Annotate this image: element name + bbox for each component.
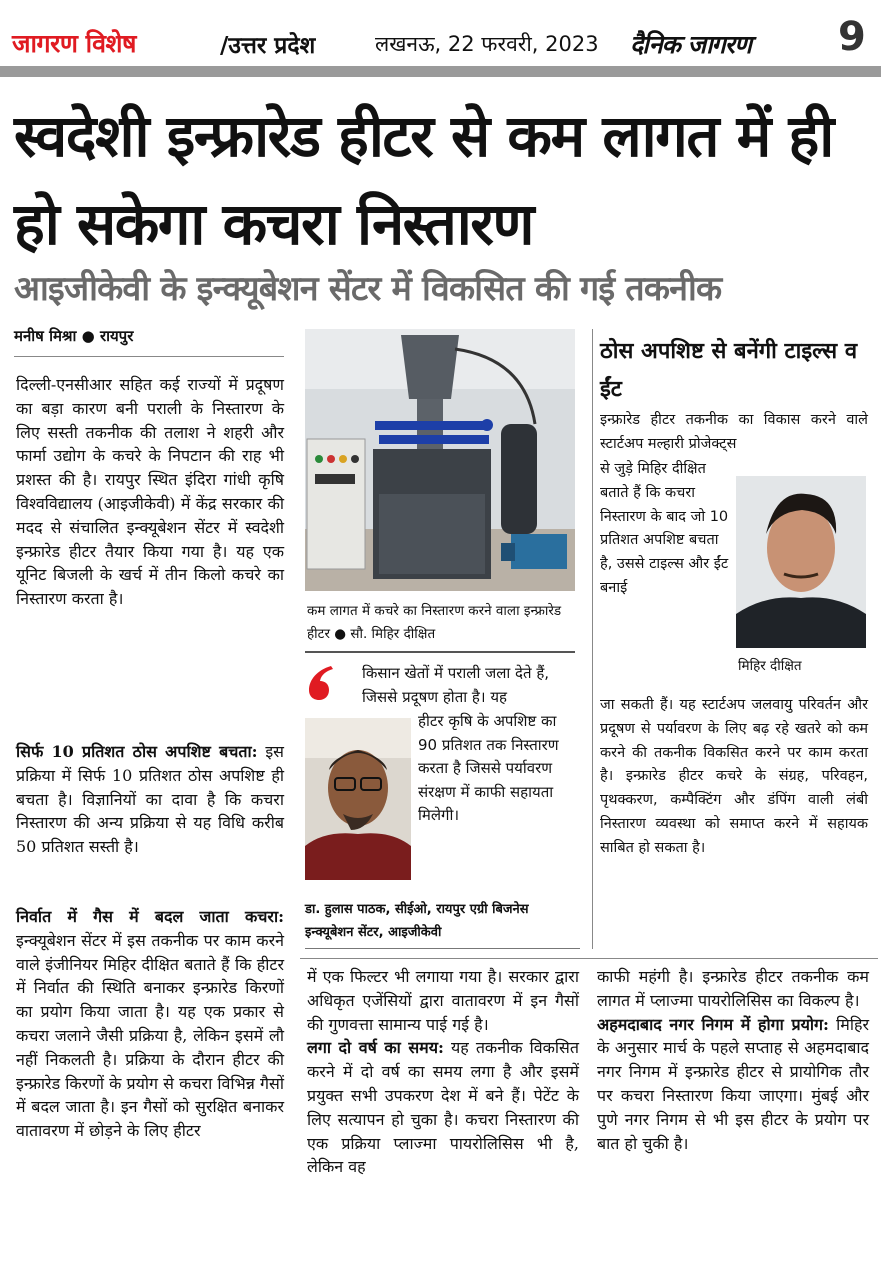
headline: स्वदेशी इन्फ्रारेड हीटर से कम लागत में ही हो सकेगा कचरा निस्तारण (14, 102, 833, 258)
article-column-1-intro (16, 373, 284, 611)
paragraph: इन्क्यूबेशन सेंटर में इस तकनीक पर काम करने वाले इंजीनियर मिहिर दीक्षित बताते हैं कि हीटर में निर्वात की स्थिति बनाकर इन्फ्रारेड किरणों का प्रयोग किया जाता है। यह एक प्रकार से कचरा जलाने जैसी प्रक्रिया है, लेकिन इसमें लौ नहीं निकलती है। प्रक्रिया के दौरान हीटर की इन्फ्रारेड किरणों के प्रयोग से कचरा विभिन्न गैसों में बदल जाता है। इन गैसों को सुरक्षित बनाकर वातावरण में छोड़ने के लिए हीटर (16, 930, 284, 1141)
heater-photo (305, 329, 575, 591)
crosshead: अहमदाबाद नगर निगम में होगा प्रयोग: (597, 1014, 829, 1034)
quote-icon (305, 662, 339, 702)
caption-rule (305, 651, 575, 653)
state-label: /उत्तर प्रदेश (220, 33, 316, 59)
box-rule (305, 948, 580, 949)
photo-caption: कम लागत में कचरे का निस्तारण करने वाला इन्फ्रारेड हीटर ● सौ. मिहिर दीक्षित (307, 603, 562, 642)
column-divider (592, 329, 593, 949)
newspaper-name: दैनिक जागरण (630, 30, 751, 59)
person-icon (305, 718, 411, 880)
crosshead: सिर्फ 10 प्रतिशत ठोस अपशिष्ट बचता: (16, 742, 258, 761)
paragraph: मिहिर के अनुसार मार्च के पहले सप्ताह से अहमदाबाद नगर निगम में इन्फ्रारेड हीटर से प्रायोगिक तौर पर कचरा निस्तारण किया जाएगा। मुंबई और पुणे नगर निगम से भी इस हीटर के प्रयोग पर बात हो चुकी है। (597, 1014, 870, 1153)
section-label: जागरण विशेष (12, 29, 136, 58)
sidebar-paragraph-1: इन्फ्रारेड हीटर तकनीक का विकास करने वाले स्टार्टअप मल्हारी प्रोजेक्ट्स (600, 412, 868, 452)
pathak-quote-body: हीटर कृषि के अपशिष्ट का 90 प्रतिशत तक निस्तारण करता है जिससे पर्यावरण संरक्षण में काफी सहायता मिलेगी। (418, 712, 559, 824)
mihir-portrait (736, 476, 866, 648)
sidebar-title: ठोस अपशिष्ट से बनेंगी टाइल्स व ईंट (600, 339, 858, 402)
article-column-1-section-2 (16, 905, 284, 1143)
paragraph: दिल्ली-एनसीआर सहित कई राज्यों में प्रदूषण का बड़ा कारण बनी पराली के निस्तारण के लिए सस्ती तकनीक की तलाश ने शहरी और फार्मा उद्योग के कचरे के निपटान की राह भी प्रशस्त की है। रायपुर स्थित इंदिरा गांधी कृषि विश्वविद्यालय (आइजीकेवी) में केंद्र सरकार की मदद से संचालित इन्क्यूबेशन सेंटर में स्वदेशी इन्फ्रारेड हीटर तैयार किया गया है। यह एक यूनिट बिजली के खर्च में तीन किलो कचरे का निस्तारण करता है। (16, 375, 284, 609)
page-number: 9 (838, 14, 866, 60)
sidebar-paragraph-2: से जुड़े मिहिर दीक्षित बताते हैं कि कचरा निस्तारण के बाद जो 10 प्रतिशत अपशिष्ट बचता है, उससे टाइल्स और ईंट बनाई (600, 461, 729, 596)
crosshead: लगा दो वर्ष का समय: (307, 1038, 444, 1058)
sidebar-paragraph-3: जा सकती हैं। यह स्टार्टअप जलवायु परिवर्तन और प्रदूषण से पर्यावरण के लिए बढ़ रहे खतरे को कम करने की तकनीक विकसित करने पर काम करता है। इन्फ्रारेड हीटर कचरे के संग्रह, परिवहन, पृथक्करण, कम्पैक्टिंग और डंपिंग वाली लंबी निस्तारण व्यवस्था को समाप्त करने में सहायक साबित हो सकता है। (600, 697, 868, 856)
article-column-2 (307, 965, 579, 1179)
byline-rule (14, 356, 284, 357)
pathak-credit (305, 898, 580, 944)
mihir-photo-caption: मिहिर दीक्षित (738, 658, 802, 674)
article-column-1-section-1 (16, 740, 284, 859)
crosshead: निर्वात में गैस में बदल जाता कचरा: (16, 907, 284, 926)
paragraph: इस प्रक्रिया में सिर्फ 10 प्रतिशत ठोस अपशिष्ट ही बचता है। विज्ञानियों का दावा है कि कचरा निस्तारण की अन्य प्रक्रिया से यह विधि करीब 50 प्रतिशत सस्ती है। (16, 742, 284, 857)
paragraph: में एक फिल्टर भी लगाया गया है। सरकार द्वारा अधिकृत एजेंसियों द्वारा वातावरण में इन गैसों की गुणवत्ता सामान्य पाई गई है। (307, 967, 579, 1034)
subheadline: आइजीकेवी के इन्क्यूबेशन सेंटर में विकसित की गई तकनीक (14, 269, 722, 309)
masthead-rule (0, 66, 881, 77)
paragraph: यह तकनीक विकसित करने में दो वर्ष का समय लगा है और इसमें प्रयुक्त सभी उपकरण देश में बने हैं। पेटेंट के लिए सत्यापन हो चुका है। कचरा निस्तारण की एक प्रक्रिया प्लाज्मा पायरोलिसिस भी है, लेकिन वह (307, 1038, 579, 1177)
pathak-portrait (305, 718, 411, 880)
paragraph: काफी महंगी है। इन्फ्रारेड हीटर तकनीक कम लागत में प्लाज्मा पायरोलिसिस का विकल्प है। (597, 967, 869, 1010)
section-rule (300, 958, 878, 959)
person-icon (736, 476, 866, 648)
heater-illustration (305, 329, 575, 591)
pathak-designation: सीईओ, रायपुर एग्री बिजनेस इन्क्यूबेशन सेंटर, आइजीकेवी (305, 902, 529, 940)
pathak-name: डा. हुलास पाठक, (305, 902, 391, 917)
edition-date: लखनऊ, 22 फरवरी, 2023 (375, 32, 599, 56)
article-column-3 (597, 965, 869, 1155)
byline: मनीष मिश्रा ● रायपुर (14, 327, 134, 345)
pathak-quote-lead: किसान खेतों में पराली जला देते हैं, जिससे प्रदूषण होता है। यह (362, 664, 550, 706)
